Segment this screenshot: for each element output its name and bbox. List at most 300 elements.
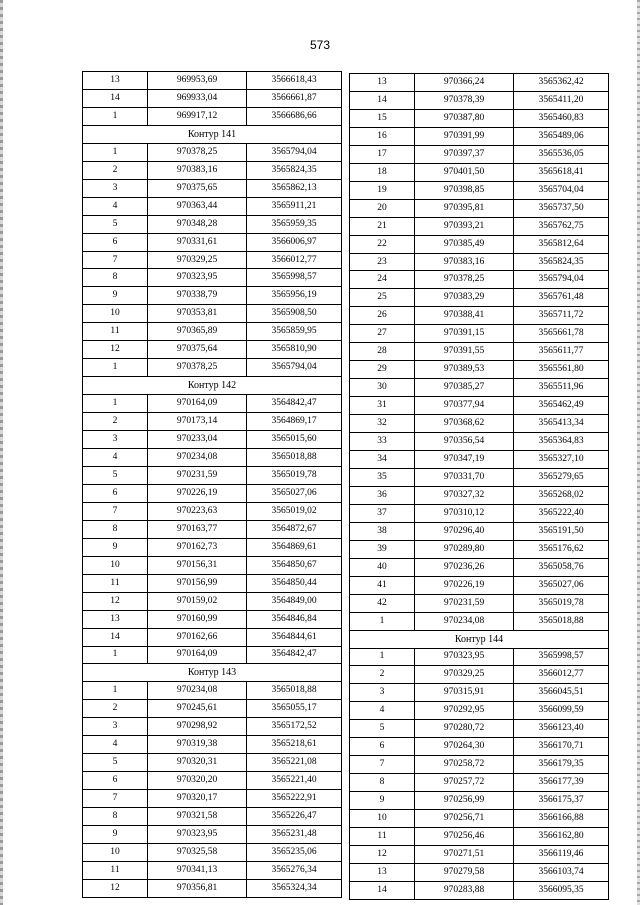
coordinate-row: [350, 127, 609, 145]
point-number-cell: 29: [350, 361, 415, 379]
y-coordinate-cell: 3566103,74: [514, 863, 609, 881]
coordinate-row: [83, 466, 342, 484]
x-coordinate-cell: 970329,25: [148, 251, 247, 269]
y-coordinate-cell: 3565737,50: [514, 199, 609, 217]
point-number-cell: 8: [83, 808, 148, 826]
contour-title: Контур 141: [83, 125, 342, 143]
x-coordinate-cell: 970162,66: [148, 628, 247, 646]
x-coordinate-cell: 970319,38: [148, 736, 247, 754]
x-coordinate-cell: 970234,08: [415, 612, 514, 630]
y-coordinate-cell: 3565908,50: [247, 305, 342, 323]
y-coordinate-cell: 3565862,13: [247, 179, 342, 197]
x-coordinate-cell: 970323,95: [415, 648, 514, 666]
point-number-cell: 1: [350, 612, 415, 630]
contour-header-row: [83, 377, 342, 395]
x-coordinate-cell: 970236,26: [415, 558, 514, 576]
y-coordinate-cell: 3565327,10: [514, 451, 609, 469]
coordinate-row: [83, 628, 342, 646]
coordinate-row: [350, 684, 609, 702]
y-coordinate-cell: 3565018,88: [247, 682, 342, 700]
x-coordinate-cell: 970385,27: [415, 379, 514, 397]
coordinate-row: [83, 179, 342, 197]
x-coordinate-cell: 970378,25: [415, 271, 514, 289]
x-coordinate-cell: 970226,19: [148, 484, 247, 502]
y-coordinate-cell: 3565812,64: [514, 235, 609, 253]
point-number-cell: 15: [350, 109, 415, 127]
coordinate-row: [83, 754, 342, 772]
y-coordinate-cell: 3565460,83: [514, 109, 609, 127]
x-coordinate-cell: 970363,44: [148, 197, 247, 215]
point-number-cell: 39: [350, 540, 415, 558]
x-coordinate-cell: 970389,53: [415, 361, 514, 379]
y-coordinate-cell: 3565027,06: [247, 484, 342, 502]
y-coordinate-cell: 3565411,20: [514, 91, 609, 109]
point-number-cell: 3: [350, 684, 415, 702]
x-coordinate-cell: 969933,04: [148, 89, 247, 107]
point-number-cell: 8: [83, 520, 148, 538]
coordinate-row: [350, 199, 609, 217]
point-number-cell: 10: [83, 556, 148, 574]
coordinate-row: [350, 468, 609, 486]
y-coordinate-cell: 3566006,97: [247, 233, 342, 251]
y-coordinate-cell: 3565018,88: [247, 449, 342, 467]
x-coordinate-cell: 970320,20: [148, 772, 247, 790]
point-number-cell: 9: [83, 826, 148, 844]
y-coordinate-cell: 3565413,34: [514, 415, 609, 433]
coordinate-row: [350, 379, 609, 397]
point-number-cell: 31: [350, 397, 415, 415]
coordinate-row: [350, 666, 609, 684]
coordinate-row: [350, 163, 609, 181]
x-coordinate-cell: 970258,72: [415, 756, 514, 774]
point-number-cell: 30: [350, 379, 415, 397]
coordinate-row: [83, 89, 342, 107]
x-coordinate-cell: 969917,12: [148, 107, 247, 125]
y-coordinate-cell: 3565172,52: [247, 718, 342, 736]
coordinate-row: [83, 879, 342, 897]
coordinate-row: [350, 863, 609, 881]
coordinate-row: [350, 433, 609, 451]
coordinate-row: [350, 612, 609, 630]
x-coordinate-cell: 970327,32: [415, 486, 514, 504]
y-coordinate-cell: 3565794,04: [247, 143, 342, 161]
coordinate-row: [350, 361, 609, 379]
point-number-cell: 9: [350, 792, 415, 810]
coordinate-row: [83, 341, 342, 359]
coordinate-row: [83, 161, 342, 179]
y-coordinate-cell: 3565018,88: [514, 612, 609, 630]
coordinate-row: [83, 538, 342, 556]
point-number-cell: 3: [83, 431, 148, 449]
point-number-cell: 23: [350, 253, 415, 271]
point-number-cell: 27: [350, 325, 415, 343]
coordinate-row: [350, 576, 609, 594]
coordinate-row: [83, 826, 342, 844]
y-coordinate-cell: 3566123,40: [514, 720, 609, 738]
point-number-cell: 22: [350, 235, 415, 253]
y-coordinate-cell: 3565218,61: [247, 736, 342, 754]
point-number-cell: 12: [350, 845, 415, 863]
coordinate-row: [350, 504, 609, 522]
y-coordinate-cell: 3565364,83: [514, 433, 609, 451]
x-coordinate-cell: 970160,99: [148, 610, 247, 628]
point-number-cell: 20: [350, 199, 415, 217]
coordinate-row: [83, 233, 342, 251]
x-coordinate-cell: 970377,94: [415, 397, 514, 415]
y-coordinate-cell: 3566179,35: [514, 756, 609, 774]
coordinate-row: [350, 774, 609, 792]
x-coordinate-cell: 970356,54: [415, 433, 514, 451]
x-coordinate-cell: 970257,72: [415, 774, 514, 792]
coordinate-row: [83, 843, 342, 861]
coordinate-row: [350, 451, 609, 469]
y-coordinate-cell: 3564844,61: [247, 628, 342, 646]
point-number-cell: 26: [350, 307, 415, 325]
coordinate-row: [83, 287, 342, 305]
coordinate-row: [350, 810, 609, 828]
y-coordinate-cell: 3565015,60: [247, 431, 342, 449]
point-number-cell: 3: [83, 179, 148, 197]
contour-header-row: [350, 630, 609, 648]
coordinate-row: [350, 109, 609, 127]
coordinate-row: [83, 556, 342, 574]
coordinate-row: [350, 522, 609, 540]
x-coordinate-cell: 970231,59: [148, 466, 247, 484]
point-number-cell: 7: [83, 251, 148, 269]
point-number-cell: 1: [83, 107, 148, 125]
x-coordinate-cell: 970256,99: [415, 792, 514, 810]
y-coordinate-cell: 3565511,96: [514, 379, 609, 397]
x-coordinate-cell: 970292,95: [415, 702, 514, 720]
y-coordinate-cell: 3564869,61: [247, 538, 342, 556]
y-coordinate-cell: 3565276,34: [247, 861, 342, 879]
scan-edge-left: [0, 0, 3, 905]
y-coordinate-cell: 3565362,42: [514, 74, 609, 92]
point-number-cell: 1: [83, 682, 148, 700]
x-coordinate-cell: 970323,95: [148, 826, 247, 844]
point-number-cell: 12: [83, 592, 148, 610]
y-coordinate-cell: 3565810,90: [247, 341, 342, 359]
coordinate-row: [83, 610, 342, 628]
point-number-cell: 1: [350, 648, 415, 666]
point-number-cell: 14: [350, 881, 415, 899]
x-coordinate-cell: 970226,19: [415, 576, 514, 594]
coordinate-row: [350, 289, 609, 307]
y-coordinate-cell: 3564869,17: [247, 413, 342, 431]
x-coordinate-cell: 970378,25: [148, 143, 247, 161]
y-coordinate-cell: 3565859,95: [247, 323, 342, 341]
y-coordinate-cell: 3565998,57: [514, 648, 609, 666]
y-coordinate-cell: 3565998,57: [247, 269, 342, 287]
point-number-cell: 7: [83, 790, 148, 808]
point-number-cell: 28: [350, 343, 415, 361]
point-number-cell: 7: [350, 756, 415, 774]
point-number-cell: 14: [83, 628, 148, 646]
x-coordinate-cell: 970375,64: [148, 341, 247, 359]
x-coordinate-cell: 970365,89: [148, 323, 247, 341]
coordinate-row: [83, 107, 342, 125]
y-coordinate-cell: 3564849,00: [247, 592, 342, 610]
point-number-cell: 10: [83, 843, 148, 861]
x-coordinate-cell: 970233,04: [148, 431, 247, 449]
x-coordinate-cell: 970383,29: [415, 289, 514, 307]
coordinate-row: [350, 91, 609, 109]
point-number-cell: 40: [350, 558, 415, 576]
contour-header-row: [83, 125, 342, 143]
point-number-cell: 2: [350, 666, 415, 684]
x-coordinate-cell: 970283,88: [415, 881, 514, 899]
point-number-cell: 5: [83, 754, 148, 772]
coordinate-row: [83, 431, 342, 449]
point-number-cell: 9: [83, 287, 148, 305]
point-number-cell: 38: [350, 522, 415, 540]
y-coordinate-cell: 3564842,47: [247, 395, 342, 413]
x-coordinate-cell: 970289,80: [415, 540, 514, 558]
coordinate-row: [350, 235, 609, 253]
y-coordinate-cell: 3565019,78: [514, 594, 609, 612]
coordinate-row: [83, 736, 342, 754]
x-coordinate-cell: 970391,15: [415, 325, 514, 343]
y-coordinate-cell: 3564846,84: [247, 610, 342, 628]
point-number-cell: 8: [350, 774, 415, 792]
coordinate-row: [83, 449, 342, 467]
y-coordinate-cell: 3565618,41: [514, 163, 609, 181]
x-coordinate-cell: 970341,13: [148, 861, 247, 879]
coordinate-row: [83, 718, 342, 736]
y-coordinate-cell: 3565704,04: [514, 181, 609, 199]
coordinate-row: [83, 574, 342, 592]
x-coordinate-cell: 970387,80: [415, 109, 514, 127]
y-coordinate-cell: 3565019,02: [247, 502, 342, 520]
point-number-cell: 5: [350, 720, 415, 738]
point-number-cell: 13: [83, 72, 148, 90]
coordinate-row: [83, 790, 342, 808]
x-coordinate-cell: 970347,19: [415, 451, 514, 469]
coordinate-row: [83, 646, 342, 664]
contour-header-row: [83, 664, 342, 682]
y-coordinate-cell: 3566012,77: [514, 666, 609, 684]
x-coordinate-cell: 970256,71: [415, 810, 514, 828]
coordinate-row: [83, 502, 342, 520]
point-number-cell: 1: [83, 395, 148, 413]
point-number-cell: 2: [83, 413, 148, 431]
x-coordinate-cell: 970234,08: [148, 449, 247, 467]
y-coordinate-cell: 3565824,35: [247, 161, 342, 179]
coordinate-row: [350, 845, 609, 863]
x-coordinate-cell: 970162,73: [148, 538, 247, 556]
x-coordinate-cell: 969953,69: [148, 72, 247, 90]
x-coordinate-cell: 970320,17: [148, 790, 247, 808]
y-coordinate-cell: 3564842,47: [247, 646, 342, 664]
y-coordinate-cell: 3565268,02: [514, 486, 609, 504]
point-number-cell: 33: [350, 433, 415, 451]
x-coordinate-cell: 970280,72: [415, 720, 514, 738]
coordinate-row: [350, 415, 609, 433]
y-coordinate-cell: 3566175,37: [514, 792, 609, 810]
x-coordinate-cell: 970231,59: [415, 594, 514, 612]
x-coordinate-cell: 970393,21: [415, 217, 514, 235]
x-coordinate-cell: 970315,91: [415, 684, 514, 702]
coordinate-row: [350, 307, 609, 325]
y-coordinate-cell: 3565058,76: [514, 558, 609, 576]
y-coordinate-cell: 3565794,04: [514, 271, 609, 289]
x-coordinate-cell: 970331,70: [415, 468, 514, 486]
y-coordinate-cell: 3565462,49: [514, 397, 609, 415]
x-coordinate-cell: 970296,40: [415, 522, 514, 540]
coordinate-row: [83, 682, 342, 700]
y-coordinate-cell: 3566170,71: [514, 738, 609, 756]
x-coordinate-cell: 970298,92: [148, 718, 247, 736]
y-coordinate-cell: 3566119,46: [514, 845, 609, 863]
y-coordinate-cell: 3566618,43: [247, 72, 342, 90]
y-coordinate-cell: 3566099,59: [514, 702, 609, 720]
contour-title: Контур 143: [83, 664, 342, 682]
coordinate-row: [83, 323, 342, 341]
point-number-cell: 42: [350, 594, 415, 612]
coordinate-row: [83, 520, 342, 538]
coordinate-row: [83, 197, 342, 215]
y-coordinate-cell: 3565762,75: [514, 217, 609, 235]
coordinate-row: [83, 143, 342, 161]
y-coordinate-cell: 3565959,35: [247, 215, 342, 233]
y-coordinate-cell: 3566162,80: [514, 828, 609, 846]
coordinate-row: [350, 558, 609, 576]
point-number-cell: 3: [83, 718, 148, 736]
point-number-cell: 1: [83, 646, 148, 664]
point-number-cell: 13: [350, 74, 415, 92]
point-number-cell: 10: [350, 810, 415, 828]
x-coordinate-cell: 970395,81: [415, 199, 514, 217]
y-coordinate-cell: 3565222,40: [514, 504, 609, 522]
point-number-cell: 36: [350, 486, 415, 504]
coordinate-row: [350, 343, 609, 361]
point-number-cell: 4: [83, 736, 148, 754]
y-coordinate-cell: 3565489,06: [514, 127, 609, 145]
coordinate-row: [83, 484, 342, 502]
y-coordinate-cell: 3565221,40: [247, 772, 342, 790]
x-coordinate-cell: 970156,31: [148, 556, 247, 574]
y-coordinate-cell: 3564850,67: [247, 556, 342, 574]
coordinate-row: [350, 756, 609, 774]
x-coordinate-cell: 970321,58: [148, 808, 247, 826]
x-coordinate-cell: 970383,16: [148, 161, 247, 179]
y-coordinate-cell: 3565824,35: [514, 253, 609, 271]
x-coordinate-cell: 970279,58: [415, 863, 514, 881]
coordinate-row: [350, 181, 609, 199]
y-coordinate-cell: 3565794,04: [247, 359, 342, 377]
y-coordinate-cell: 3565279,65: [514, 468, 609, 486]
point-number-cell: 16: [350, 127, 415, 145]
x-coordinate-cell: 970164,09: [148, 395, 247, 413]
point-number-cell: 35: [350, 468, 415, 486]
point-number-cell: 11: [350, 828, 415, 846]
coordinate-row: [350, 702, 609, 720]
x-coordinate-cell: 970383,16: [415, 253, 514, 271]
y-coordinate-cell: 3565019,78: [247, 466, 342, 484]
coordinate-row: [83, 861, 342, 879]
y-coordinate-cell: 3565226,47: [247, 808, 342, 826]
x-coordinate-cell: 970256,46: [415, 828, 514, 846]
point-number-cell: 41: [350, 576, 415, 594]
coordinate-row: [83, 251, 342, 269]
y-coordinate-cell: 3566045,51: [514, 684, 609, 702]
x-coordinate-cell: 970264,30: [415, 738, 514, 756]
y-coordinate-cell: 3565611,77: [514, 343, 609, 361]
coordinate-row: [83, 772, 342, 790]
coordinate-row: [350, 540, 609, 558]
point-number-cell: 14: [83, 89, 148, 107]
x-coordinate-cell: 970245,61: [148, 700, 247, 718]
x-coordinate-cell: 970391,55: [415, 343, 514, 361]
y-coordinate-cell: 3566661,87: [247, 89, 342, 107]
coordinate-row: [83, 413, 342, 431]
coordinate-row: [350, 881, 609, 899]
point-number-cell: 24: [350, 271, 415, 289]
x-coordinate-cell: 970391,99: [415, 127, 514, 145]
point-number-cell: 34: [350, 451, 415, 469]
coordinate-row: [83, 359, 342, 377]
y-coordinate-cell: 3565324,34: [247, 879, 342, 897]
coordinate-row: [350, 738, 609, 756]
point-number-cell: 2: [83, 700, 148, 718]
y-coordinate-cell: 3565536,05: [514, 145, 609, 163]
x-coordinate-cell: 970173,14: [148, 413, 247, 431]
point-number-cell: 19: [350, 181, 415, 199]
x-coordinate-cell: 970378,39: [415, 91, 514, 109]
point-number-cell: 6: [83, 484, 148, 502]
point-number-cell: 17: [350, 145, 415, 163]
point-number-cell: 4: [83, 449, 148, 467]
point-number-cell: 8: [83, 269, 148, 287]
point-number-cell: 13: [350, 863, 415, 881]
y-coordinate-cell: 3565055,17: [247, 700, 342, 718]
x-coordinate-cell: 970323,95: [148, 269, 247, 287]
point-number-cell: 21: [350, 217, 415, 235]
point-number-cell: 4: [350, 702, 415, 720]
point-number-cell: 11: [83, 861, 148, 879]
x-coordinate-cell: 970331,61: [148, 233, 247, 251]
y-coordinate-cell: 3565561,80: [514, 361, 609, 379]
coordinate-row: [350, 74, 609, 92]
y-coordinate-cell: 3565221,08: [247, 754, 342, 772]
y-coordinate-cell: 3564872,67: [247, 520, 342, 538]
x-coordinate-cell: 970385,49: [415, 235, 514, 253]
coordinate-row: [83, 269, 342, 287]
coordinate-row: [350, 594, 609, 612]
x-coordinate-cell: 970397,37: [415, 145, 514, 163]
point-number-cell: 12: [83, 341, 148, 359]
coordinates-table-left: [82, 71, 342, 898]
point-number-cell: 1: [83, 143, 148, 161]
x-coordinate-cell: 970234,08: [148, 682, 247, 700]
coordinate-row: [350, 720, 609, 738]
x-coordinate-cell: 970325,58: [148, 843, 247, 861]
y-coordinate-cell: 3565191,50: [514, 522, 609, 540]
coordinate-row: [350, 145, 609, 163]
y-coordinate-cell: 3565235,06: [247, 843, 342, 861]
point-number-cell: 25: [350, 289, 415, 307]
y-coordinate-cell: 3565761,48: [514, 289, 609, 307]
y-coordinate-cell: 3565176,62: [514, 540, 609, 558]
x-coordinate-cell: 970398,85: [415, 181, 514, 199]
contour-title: Контур 142: [83, 377, 342, 395]
y-coordinate-cell: 3565231,48: [247, 826, 342, 844]
y-coordinate-cell: 3566166,88: [514, 810, 609, 828]
x-coordinate-cell: 970271,51: [415, 845, 514, 863]
point-number-cell: 11: [83, 323, 148, 341]
coordinate-row: [83, 700, 342, 718]
coordinate-row: [83, 215, 342, 233]
